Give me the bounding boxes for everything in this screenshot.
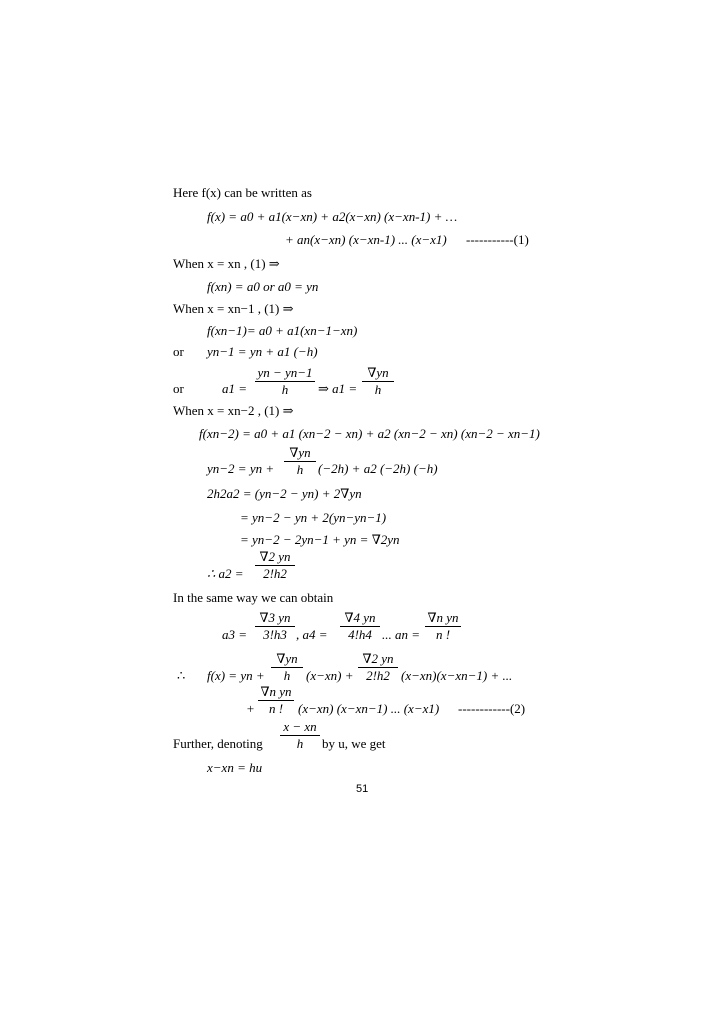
equation-newton-lhs xyxy=(207,668,265,683)
equation-fx-expansion-cont xyxy=(285,232,447,247)
equation-newton-term-1 xyxy=(306,668,354,683)
line-17-text: 2h2a2 = (yn−2 − yn) + 2∇yn xyxy=(207,486,362,501)
equation-newton-term-2 xyxy=(401,668,512,683)
line-20-text: ∴ a2 = xyxy=(207,566,244,581)
fraction-newton-term-1 xyxy=(271,652,303,683)
equation-a1-lhs xyxy=(222,381,247,396)
line-2-text: + an(x−xn) (x−xn-1) ... (x−x1) xyxy=(285,232,447,247)
equation-x-minus-xn xyxy=(207,760,262,775)
line-8-text: or xyxy=(173,344,184,359)
text-or-2 xyxy=(173,381,184,396)
line-13-text: When x = xn−2 , (1) ⇒ xyxy=(173,403,294,418)
text-by-u xyxy=(322,736,386,751)
line-5-text: f(xn) = a0 or a0 = yn xyxy=(207,279,319,294)
text-further-denoting xyxy=(173,736,263,751)
fraction-0-denominator: h xyxy=(255,381,315,397)
line-23-text: , a4 = xyxy=(296,627,328,642)
line-19-text: = yn−2 − 2yn−1 + yn = ∇2yn xyxy=(240,532,400,547)
line-34-text: x−xn = hu xyxy=(207,760,263,775)
fraction-1-denominator: h xyxy=(362,381,394,397)
line-6-text: When x = xn−1 , (1) ⇒ xyxy=(173,301,294,316)
fraction-7-numerator: ∇yn xyxy=(276,651,298,666)
line-15-text: yn−2 = yn + xyxy=(207,461,275,476)
fraction-7-denominator: h xyxy=(271,667,303,683)
line-16-text: (−2h) + a2 (−2h) (−h) xyxy=(318,461,438,476)
equation-fxn-2 xyxy=(199,426,540,441)
fraction-2-denominator: h xyxy=(284,461,316,477)
fraction-a1-difference xyxy=(255,366,315,397)
therefore-symbol xyxy=(177,668,185,683)
fraction-0-numerator: yn − yn−1 xyxy=(257,365,313,380)
equation-yn-2-lhs xyxy=(207,461,274,476)
fraction-newton-term-n xyxy=(258,685,294,716)
line-26-text: f(x) = yn + xyxy=(207,668,265,683)
line-22-text: a3 = xyxy=(222,627,248,642)
text-or-1 xyxy=(173,344,184,359)
equation-2h2a2 xyxy=(207,486,362,501)
line-30-text: (x−xn) (x−xn−1) ... (x−x1) xyxy=(298,701,440,716)
fraction-3-denominator: 2!h2 xyxy=(255,565,295,581)
line-18-text: = yn−2 − yn + 2(yn−yn−1) xyxy=(240,510,387,525)
equation-2h2a2-step-1 xyxy=(240,510,386,525)
line-32-text: Further, denoting xyxy=(173,736,263,751)
equation-yn-2-rhs xyxy=(318,461,438,476)
line-28-text: (x−xn)(x−xn−1) + ... xyxy=(401,668,513,683)
line-1-text: f(x) = a0 + a1(x−xn) + a2(x−xn) (x−xn-1) + … xyxy=(207,209,458,224)
fraction-2-numerator: ∇yn xyxy=(289,445,311,460)
equation-a2-lhs xyxy=(207,566,244,581)
fraction-u-definition xyxy=(280,720,320,751)
fraction-a4 xyxy=(340,611,380,642)
equation-fx-expansion xyxy=(207,209,457,224)
text-line-0 xyxy=(173,185,312,200)
text-line-6 xyxy=(173,301,294,316)
line-10-text: or xyxy=(173,381,184,396)
equation-a3-lhs xyxy=(222,627,247,642)
text-line-4 xyxy=(173,256,280,271)
equation-fxn-1 xyxy=(207,323,357,338)
line-4-text: When x = xn , (1) ⇒ xyxy=(173,256,280,271)
line-25-text: ∴ xyxy=(177,668,186,683)
equation-a4-lhs xyxy=(296,627,328,642)
line-3-text: -----------(1) xyxy=(466,232,529,247)
equation-newton-term-n xyxy=(298,701,439,716)
fraction-a3 xyxy=(255,611,295,642)
equation-a0 xyxy=(207,279,318,294)
line-7-text: f(xn−1)= a0 + a1(xn−1−xn) xyxy=(207,323,358,338)
fraction-10-numerator: x − xn xyxy=(283,719,317,734)
equation-a1-implies xyxy=(318,381,357,396)
line-0-text: Here f(x) can be written as xyxy=(173,185,312,200)
page-number: 51 xyxy=(356,783,369,795)
fraction-6-numerator: ∇n yn xyxy=(427,610,459,625)
fraction-nabla-yn-h xyxy=(284,446,316,477)
fraction-5-denominator: 4!h4 xyxy=(340,626,380,642)
text-line-21 xyxy=(173,590,333,605)
fraction-a2 xyxy=(255,550,295,581)
line-11-text: a1 = xyxy=(222,381,248,396)
fraction-4-numerator: ∇3 yn xyxy=(259,610,291,625)
fraction-4-denominator: 3!h3 xyxy=(255,626,295,642)
line-24-text: ... an = xyxy=(382,627,421,642)
line-33-text: by u, we get xyxy=(322,736,386,751)
line-31-text: ------------(2) xyxy=(458,701,526,716)
fraction-9-denominator: n ! xyxy=(258,700,294,716)
fraction-1-numerator: ∇yn xyxy=(367,365,389,380)
fraction-8-numerator: ∇2 yn xyxy=(362,651,394,666)
fraction-10-denominator: h xyxy=(280,735,320,751)
fraction-newton-term-2 xyxy=(358,652,398,683)
line-14-text: f(xn−2) = a0 + a1 (xn−2 − xn) + a2 (xn−2 − xn) (xn−2 − xn−1) xyxy=(199,426,540,441)
line-27-text: (x−xn) + xyxy=(306,668,354,683)
fraction-5-numerator: ∇4 yn xyxy=(344,610,376,625)
fraction-9-numerator: ∇n yn xyxy=(260,684,292,699)
fraction-a1-nabla xyxy=(362,366,394,397)
text-line-13 xyxy=(173,403,294,418)
fraction-8-denominator: 2!h2 xyxy=(358,667,398,683)
line-9-text: yn−1 = yn + a1 (−h) xyxy=(207,344,318,359)
line-21-text: In the same way we can obtain xyxy=(173,590,334,605)
equation-yn-1 xyxy=(207,344,318,359)
equation-label-1 xyxy=(466,232,529,247)
fraction-3-numerator: ∇2 yn xyxy=(259,549,291,564)
line-29-text: + xyxy=(246,701,255,716)
fraction-6-denominator: n ! xyxy=(425,626,461,642)
line-12-text: ⇒ a1 = xyxy=(318,381,358,396)
equation-newton-plus xyxy=(246,701,255,716)
equation-label-2 xyxy=(458,701,525,716)
equation-an-lhs xyxy=(382,627,420,642)
equation-2h2a2-step-2 xyxy=(240,532,400,547)
fraction-an xyxy=(425,611,461,642)
